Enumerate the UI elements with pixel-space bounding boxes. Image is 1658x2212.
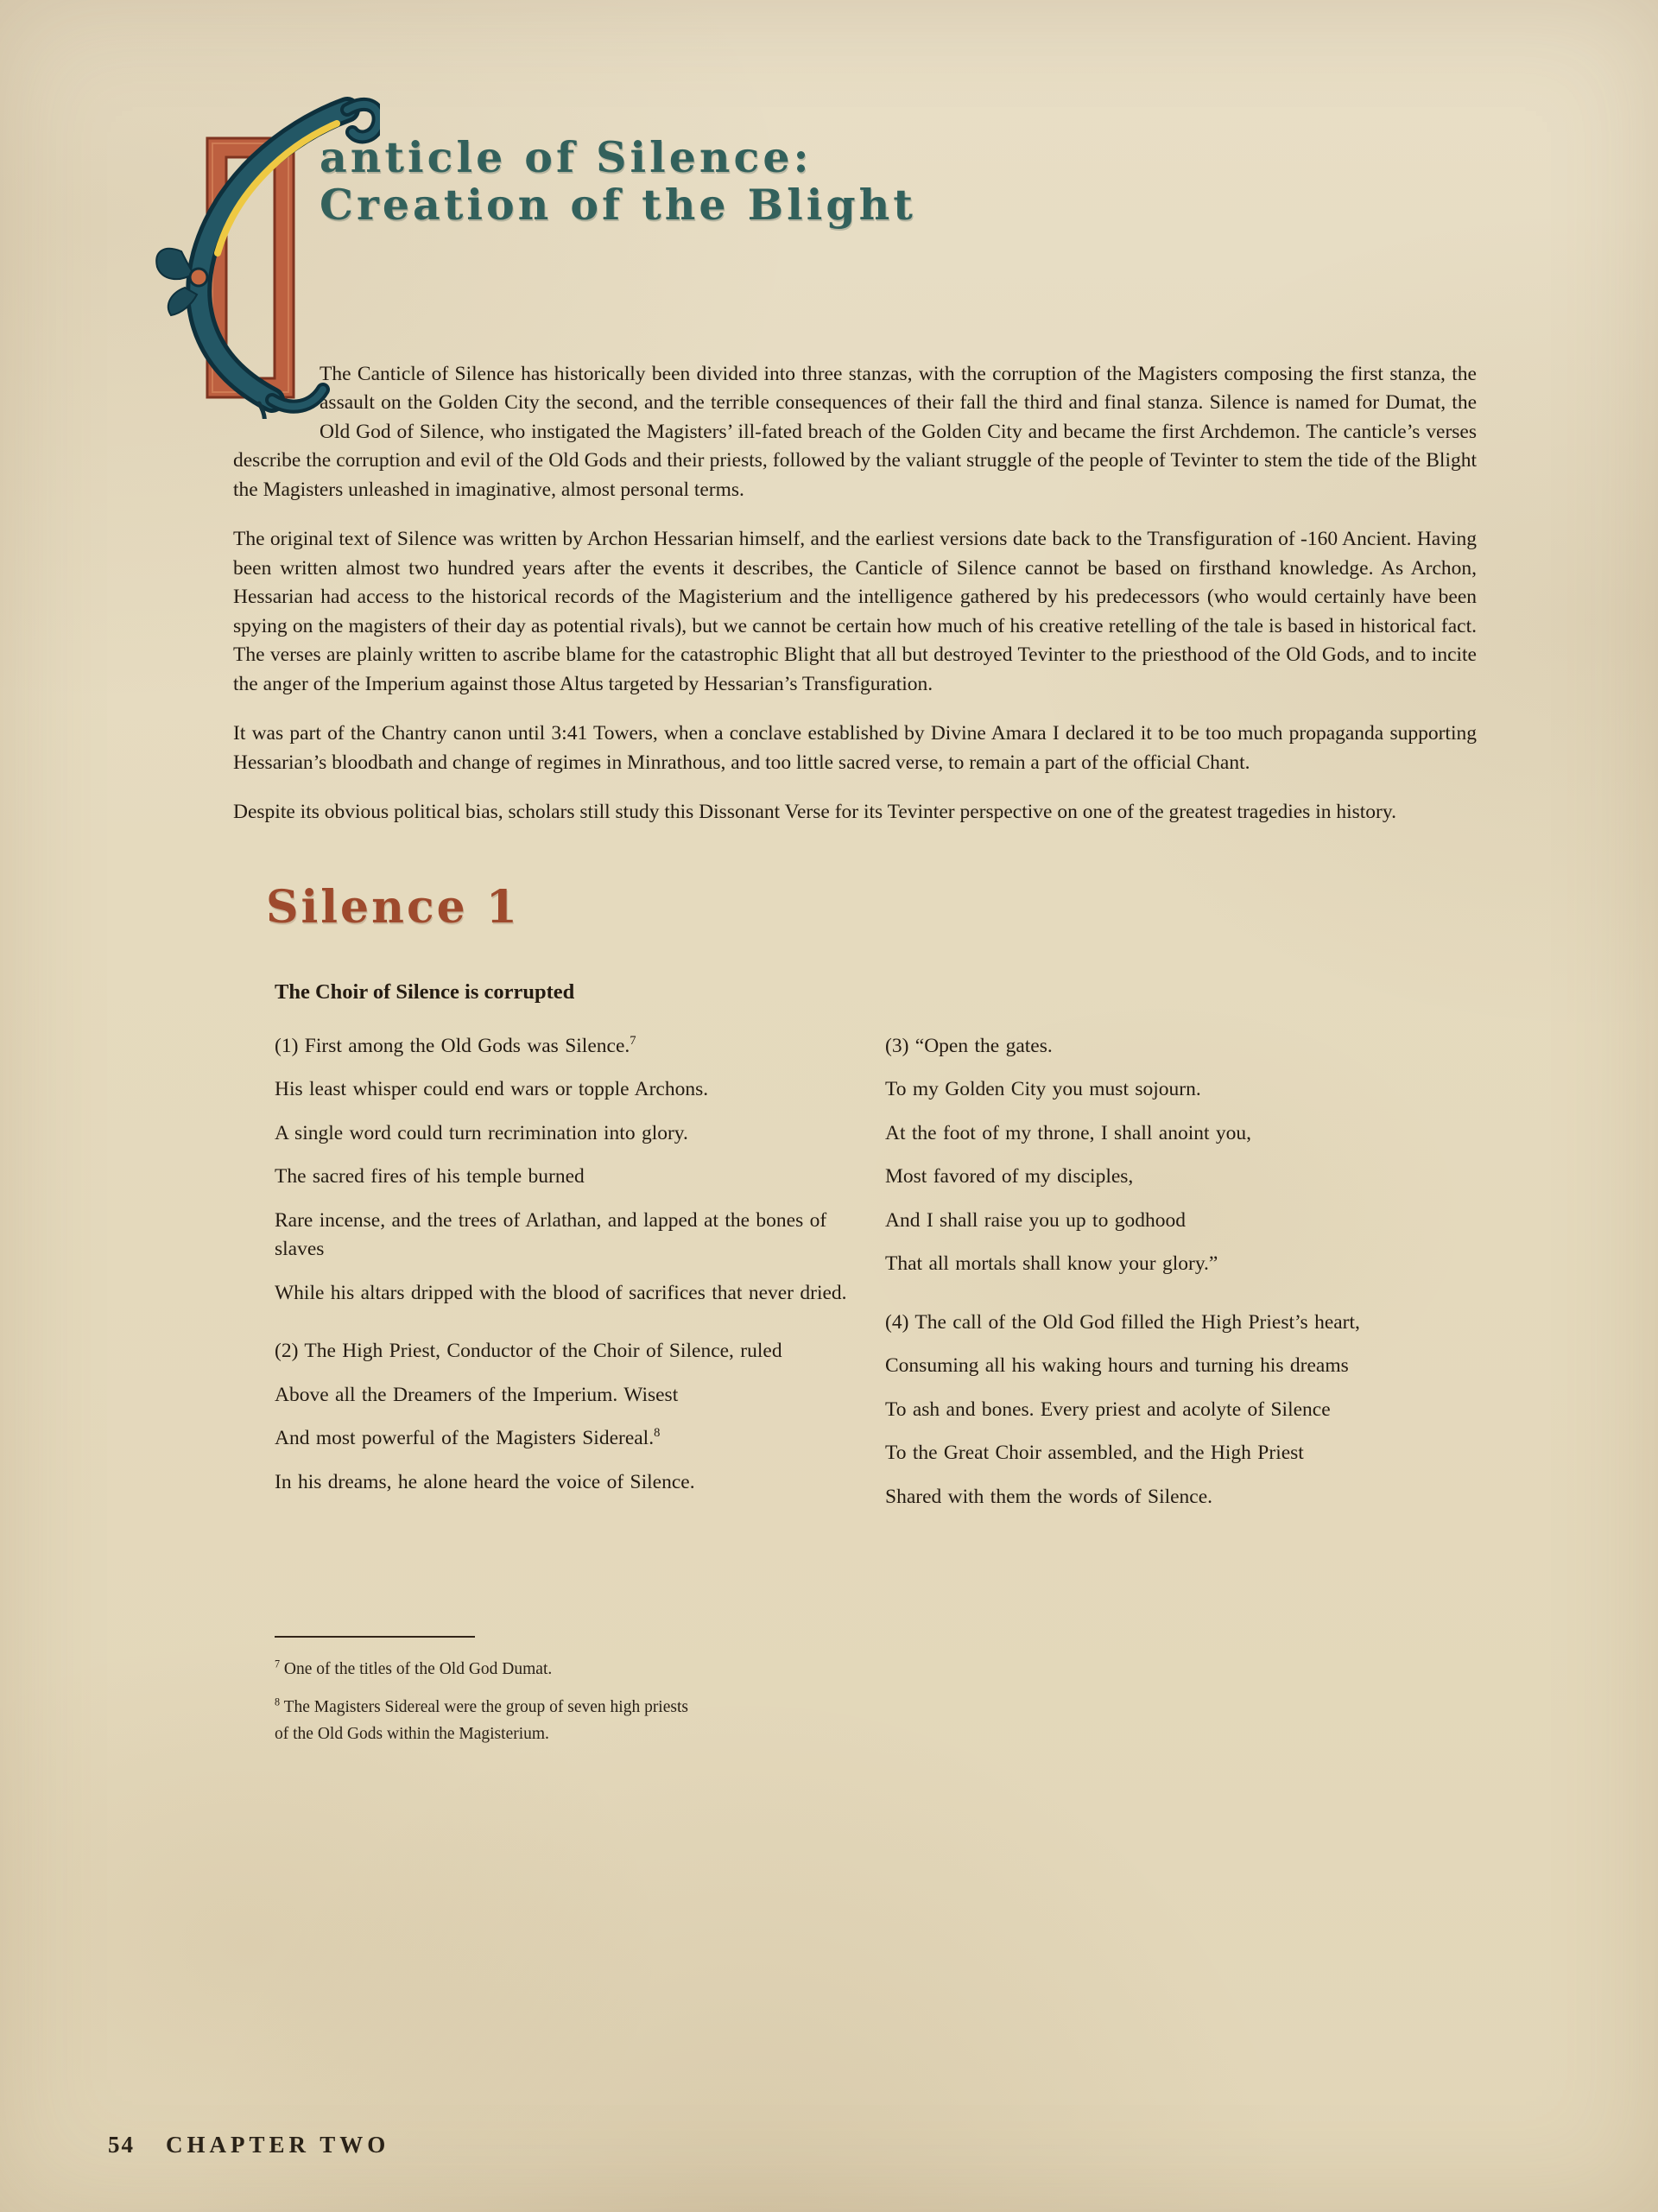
footnote-ref: 8	[654, 1426, 661, 1441]
verse-line: A single word could turn recrimination into glory.	[275, 1121, 688, 1144]
footnote-list	[275, 1657, 1477, 1747]
page-footer	[108, 2132, 389, 2158]
verse-line: And most powerful of the Magisters Sidereal.$^8$	[275, 1426, 661, 1450]
verse-line: While his altars dripped with the blood of sacrifices that never dried.	[275, 1281, 847, 1304]
footnote: $^8$ The Magisters Sidereal were the group of seven high priests of the Old Gods within the Magisterium.	[275, 1695, 688, 1743]
verse-line: To the Great Choir assembled, and the High Priest	[885, 1442, 1304, 1465]
intro-paragraphs	[233, 360, 1477, 827]
stanza	[275, 1337, 866, 1497]
footnote-divider	[275, 1636, 475, 1638]
footnote: $^7$ One of the titles of the Old God Dumat.	[275, 1657, 553, 1679]
verse-line: Shared with them the words of Silence.	[885, 1485, 1213, 1508]
capital-frame	[207, 138, 294, 397]
intro-paragraph: Despite its obvious political bias, scholars still study this Dissonant Verse for its Tevinter perspective on one of the greatest tragedies in history.	[233, 801, 1396, 824]
page-title-line1: anticle of Silence:	[320, 132, 813, 182]
verse-line: To ash and bones. Every priest and acolyte of Silence	[885, 1398, 1331, 1421]
verse-line: Above all the Dreamers of the Imperium. Wisest	[275, 1383, 679, 1406]
verse-line: In his dreams, he alone heard the voice of Silence.	[275, 1470, 695, 1493]
footnote-marker: 7	[275, 1657, 281, 1670]
intro-paragraph: It was part of the Chantry canon until 3:41 Towers, when a conclave established by Divine Amara I declared it to be too much propaganda supporting Hessarian’s bloodbath and change of regimes in Minrathous, and too little sacred verse, to remain a part of the official Chant.	[233, 722, 1477, 774]
page-title	[233, 134, 1477, 229]
page-title-line2: Creation of the Blight	[320, 179, 916, 230]
verse-line: Most favored of my disciples,	[885, 1165, 1134, 1188]
stanza	[885, 1032, 1477, 1279]
verse-line: (4) The call of the Old God filled the High Priest’s heart,	[885, 1310, 1360, 1334]
stanza	[275, 1032, 866, 1309]
page-number: 54	[108, 2132, 135, 2158]
intro-paragraph: The Canticle of Silence has historically been divided into three stanzas, with the corruption of the Magisters composing the first stanza, the assault on the Golden City the second, and the terrible consequences of their fall the third and final stanza. Silence is named for Dumat, the Old God of Silence, who instigated the Magisters’ ill-fated breach of the Golden City and became the first Archdemon. The canticle’s verses describe the corruption and evil of the Old Gods and their priests, followed by the valiant struggle of the people of Tevinter to stem the tide of the Blight the Magisters unleashed in imaginative, almost personal terms.	[233, 362, 1477, 501]
verse-line: Rare incense, and the trees of Arlathan, and lapped at the bones of slaves	[275, 1208, 827, 1261]
verse-column-left	[275, 1032, 866, 1542]
verse-line: (1) First among the Old Gods was Silence.$^7$	[275, 1033, 636, 1057]
section-heading: Silence 1	[266, 880, 520, 934]
verse-line: His least whisper could end wars or topple Archons.	[275, 1078, 709, 1101]
verse-line: At the foot of my throne, I shall anoint you,	[885, 1121, 1252, 1144]
footnote-marker: 8	[275, 1695, 281, 1708]
verse-column-right	[885, 1032, 1477, 1542]
verse-columns	[275, 1032, 1477, 1542]
verse-line: Consuming all his waking hours and turning his dreams	[885, 1354, 1349, 1378]
verse-line: (2) The High Priest, Conductor of the Choir of Silence, ruled	[275, 1340, 782, 1363]
title-block	[233, 134, 1477, 827]
page-content	[233, 134, 1477, 1759]
stanza	[885, 1309, 1477, 1512]
chapter-label: CHAPTER TWO	[166, 2132, 390, 2158]
verse-line: And I shall raise you up to godhood	[885, 1208, 1186, 1232]
verse-line: (3) “Open the gates.	[885, 1034, 1053, 1057]
footnote-block	[275, 1636, 1477, 1747]
verse-line: To my Golden City you must sojourn.	[885, 1078, 1201, 1101]
capital-ornament-dot	[190, 269, 207, 286]
footnote-ref: 7	[630, 1033, 636, 1048]
drop-cap-letter	[233, 134, 234, 135]
verse-line: The sacred fires of his temple burned	[275, 1165, 585, 1188]
section-subheading: The Choir of Silence is corrupted	[275, 979, 575, 1004]
verse-line: That all mortals shall know your glory.”	[885, 1252, 1218, 1276]
intro-paragraph: The original text of Silence was written by Archon Hessarian himself, and the earliest versions date back to the Transfiguration of -160 Ancient. Having been written almost two hundred years after the events it describes, the Canticle of Silence cannot be based on firsthand knowledge. As Archon, Hessarian had access to the historical records of the Magisterium and the intelligence gathered by his predecessors (who would certainly have been spying on the magisters of their day as potential rivals), but we cannot be certain how much of his creative retelling of the tale is based in historical fact. The verses are plainly written to ascribe blame for the catastrophic Blight that all but destroyed Tevinter to the priesthood of the Old Gods, and to incite the anger of the Imperium against those Altus targeted by Hessarian’s Transfiguration.	[233, 528, 1477, 695]
illuminated-capital-c	[233, 134, 320, 419]
